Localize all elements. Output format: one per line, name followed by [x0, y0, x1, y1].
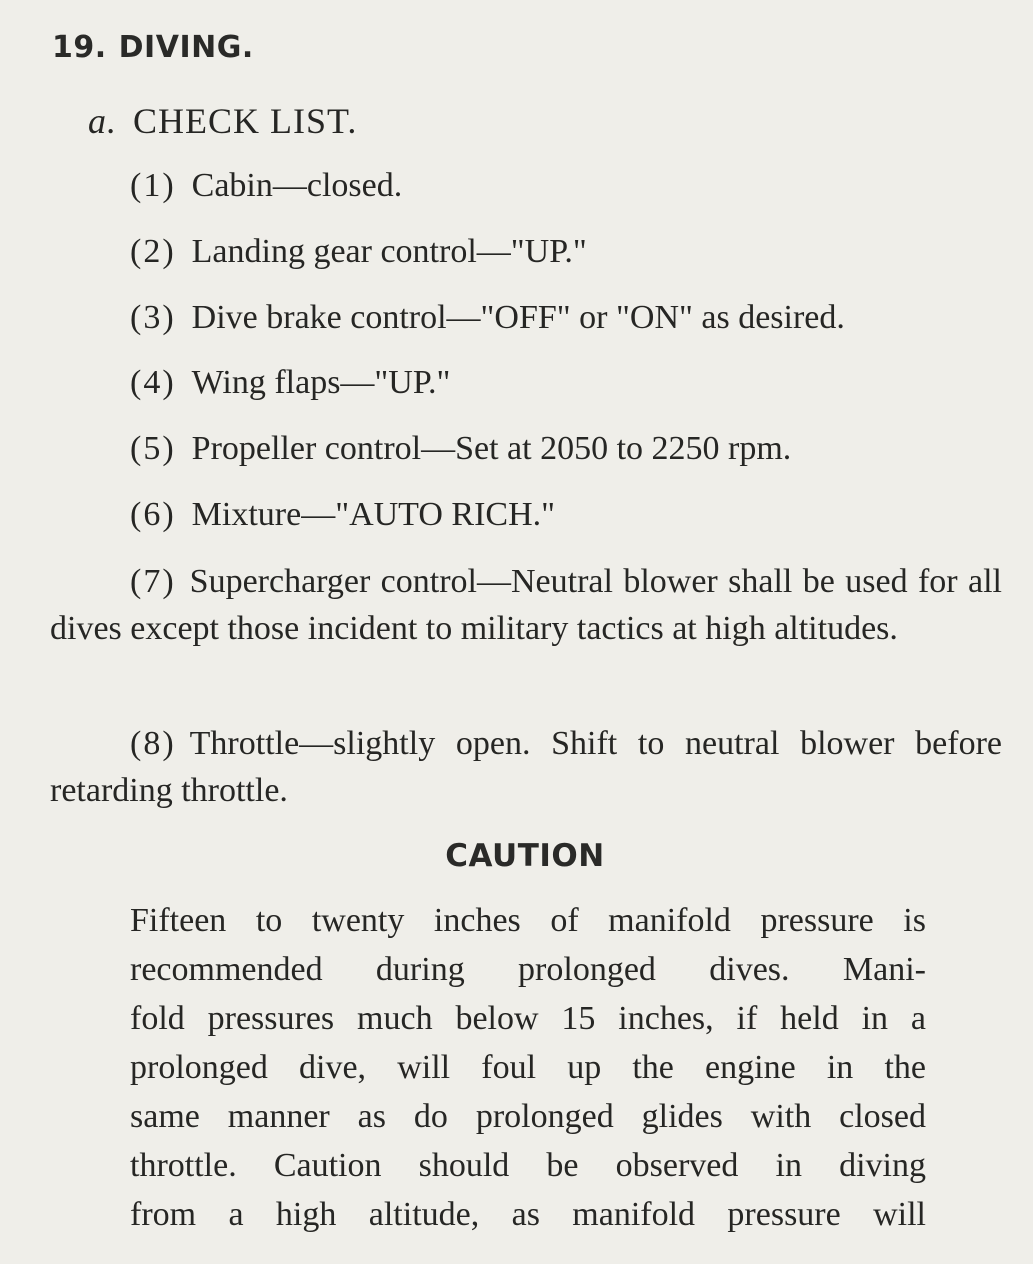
caution-body: [130, 896, 926, 1239]
caution-line: throttle. Caution should be observed in diving: [130, 1147, 926, 1184]
item-number: (5): [130, 430, 176, 467]
caution-line: from a high altitude, as manifold pressure will: [130, 1196, 926, 1233]
checklist-item-1: [130, 167, 402, 205]
subsection-title: CHECK LIST.: [133, 101, 358, 141]
section-number: 19.: [52, 30, 107, 65]
section-heading: [52, 30, 254, 65]
caution-line: Fifteen to twenty inches of manifold pressure is: [130, 902, 926, 939]
checklist-item-5: [130, 430, 791, 468]
item-text: Wing flaps—"UP.": [191, 364, 451, 401]
item-text: Landing gear control—"UP.": [191, 233, 587, 270]
checklist-item-8: [50, 720, 1002, 814]
item-text: Cabin—closed.: [191, 167, 403, 204]
checklist-item-6: [130, 496, 555, 534]
section-title: DIVING.: [118, 30, 254, 65]
item-number: (3): [130, 299, 176, 336]
checklist-item-7: [50, 558, 1002, 652]
item-number: (6): [130, 496, 176, 533]
caution-line: prolonged dive, will foul up the engine in the: [130, 1049, 926, 1086]
item-text: Supercharger control—Neutral blower shall be used for all dives except those incident to military tactics at high altitudes.: [50, 563, 1002, 647]
item-number: (7): [130, 563, 176, 600]
caution-line: fold pressures much below 15 inches, if held in a: [130, 1000, 926, 1037]
item-text: Propeller control—Set at 2050 to 2250 rpm.: [191, 430, 792, 467]
caution-heading: CAUTION: [445, 838, 605, 874]
checklist-item-4: [130, 364, 450, 402]
item-text: Dive brake control—"OFF" or "ON" as desired.: [191, 299, 845, 336]
checklist-item-2: [130, 233, 587, 271]
item-number: (8): [130, 725, 176, 762]
item-text: Mixture—"AUTO RICH.": [191, 496, 555, 533]
checklist-item-3: [130, 299, 845, 337]
subsection-heading: [88, 100, 357, 142]
caution-line: same manner as do prolonged glides with closed: [130, 1098, 926, 1135]
item-number: (1): [130, 167, 176, 204]
subsection-letter: a.: [88, 101, 117, 141]
item-number: (4): [130, 364, 176, 401]
item-text: Throttle—slightly open. Shift to neutral blower before retarding throttle.: [50, 725, 1002, 809]
item-number: (2): [130, 233, 176, 270]
caution-line: recommended during prolonged dives. Mani-: [130, 951, 926, 988]
